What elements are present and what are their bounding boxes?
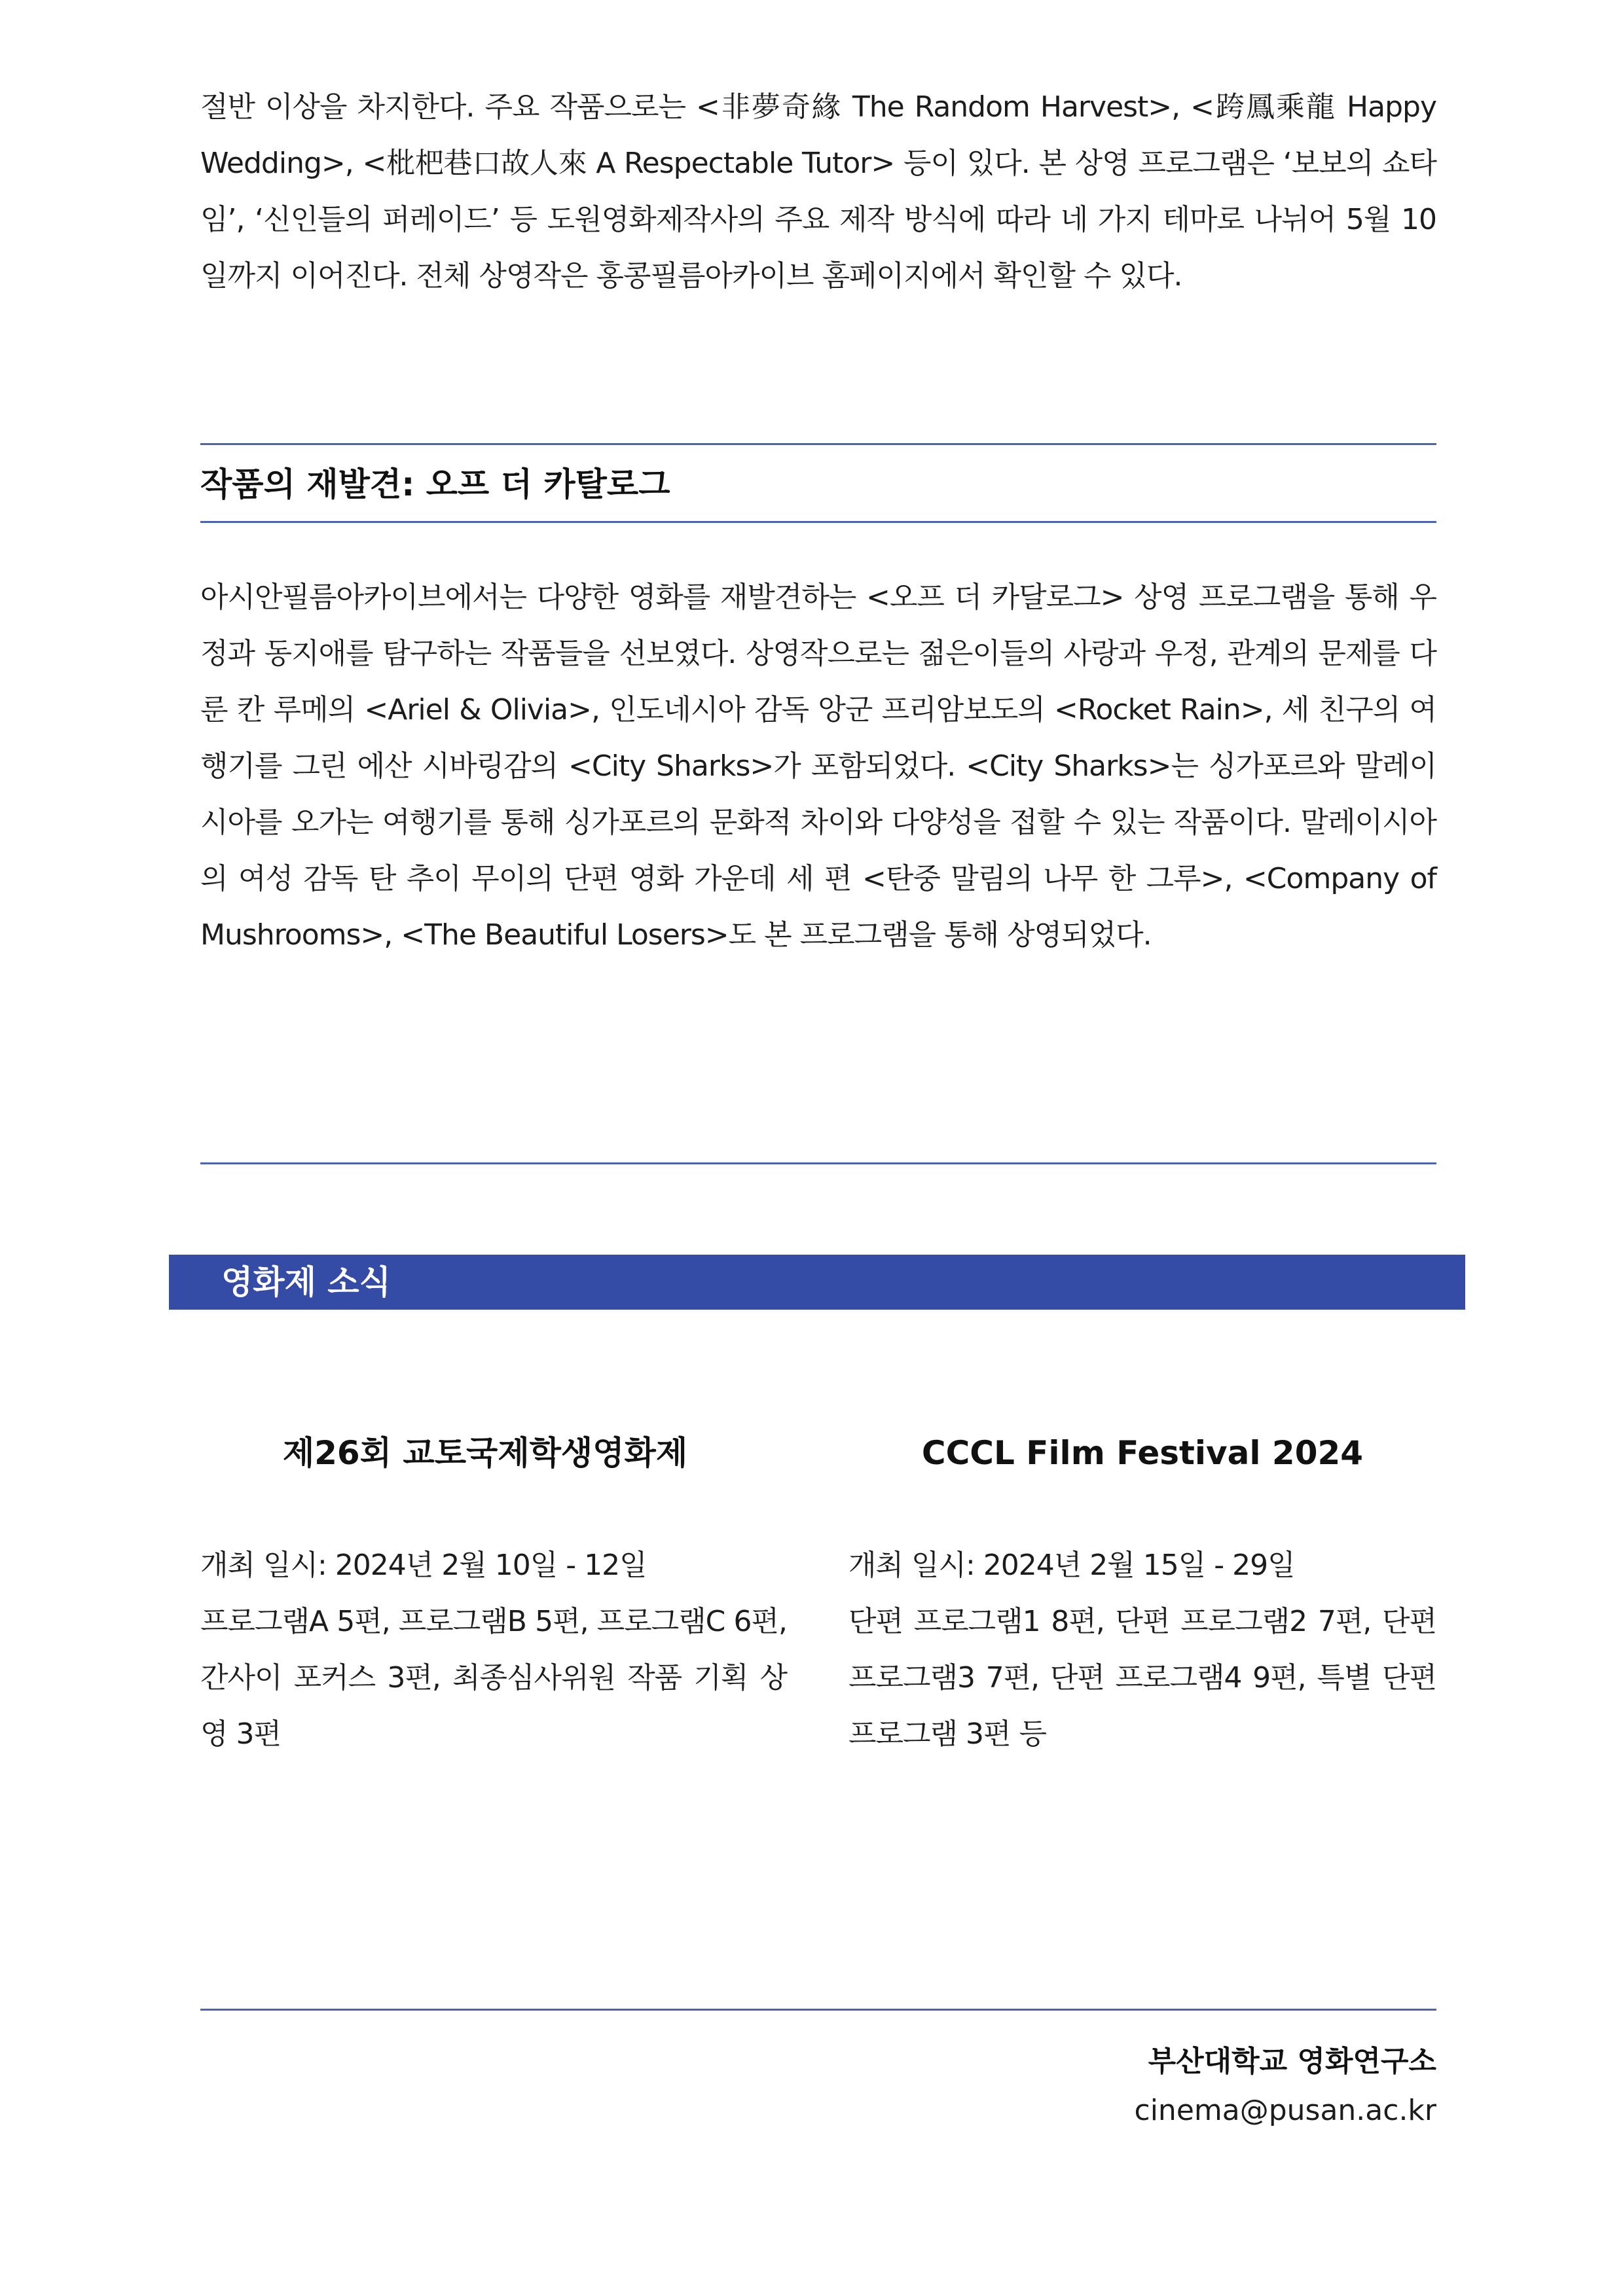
festival-title-cccl: CCCL Film Festival 2024 — [921, 1434, 1364, 1472]
section-bottom-rule — [200, 1162, 1436, 1164]
festival-dates-cccl: 개최 일시: 2024년 2월 15일 - 29일 — [848, 1549, 1295, 1582]
section-top-rule — [200, 443, 1436, 445]
festival-title-kyoto: 제26회 교토국제학생영화제 — [282, 1434, 688, 1472]
section-title-rule — [200, 521, 1436, 523]
intro-paragraph: 절반 이상을 차지한다. 주요 작품으로는 <非夢奇緣 The Random Harvest>, <跨鳳乘龍 Happy Wedding>, <枇杷巷口故人來 A Respectable Tutor> 등이 있다. 본 상영 프로그램은 ‘보보의 쇼타임’, ‘신인들의 퍼레이드’ 등 도원영화제작사의 주요 제작 방식에 따라 네 가지 테마로 나뉘어 5월 10일까지 이어진다. 전체 상영작은 홍콩필름아카이브 홈페이지에서 확인할 수 있다. — [200, 90, 1436, 293]
section-title: 작품의 재발견: 오프 더 카탈로그 — [200, 465, 670, 503]
festival-news-banner — [169, 1255, 1465, 1310]
footer-email[interactable]: cinema@pusan.ac.kr — [1134, 2094, 1436, 2127]
festival-details-cccl — [848, 1537, 1436, 1763]
festival-news-label: 영화제 소식 — [221, 1263, 391, 1301]
festival-programs-cccl: 단편 프로그램1 8편, 단편 프로그램2 7편, 단편 프로그램3 7편, 단편 프로그램4 9편, 특별 단편 프로그램 3편 등 — [848, 1605, 1436, 1751]
footer-organization: 부산대학교 영화연구소 — [1148, 2045, 1436, 2078]
section-body-paragraph: 아시안필름아카이브에서는 다양한 영화를 재발견하는 <오프 더 카달로그> 상영 프로그램을 통해 우정과 동지애를 탐구하는 작품들을 선보였다. 상영작으로는 젊은이들의 사랑과 우정, 관계의 문제를 다룬 칸 루메의 <Ariel & Olivia>, 인도네시아 감독 앙군 프리암보도의 <Rocket Rain>, 세 친구의 여행기를 그린 에산 시바링감의 <City Sharks>가 포함되었다. <City Sharks>는 싱가포르와 말레이시아를 오가는 여행기를 통해 싱가포르의 문화적 차이와 다양성을 접할 수 있는 작품이다. 말레이시아의 여성 감독 탄 추이 무이의 단편 영화 가운데 세 편 <탄중 말림의 나무 한 그루>, <Company of Mushrooms>, <The Beautiful Losers>도 본 프로그램을 통해 상영되었다. — [200, 581, 1436, 952]
festival-programs-kyoto: 프로그램A 5편, 프로그램B 5편, 프로그램C 6편, 간사이 포커스 3편, 최종심사위원 작품 기획 상영 3편 — [200, 1605, 787, 1751]
festival-dates-kyoto: 개최 일시: 2024년 2월 10일 - 12일 — [200, 1549, 647, 1582]
festival-details-kyoto — [200, 1537, 787, 1763]
footer-rule — [200, 2009, 1436, 2011]
